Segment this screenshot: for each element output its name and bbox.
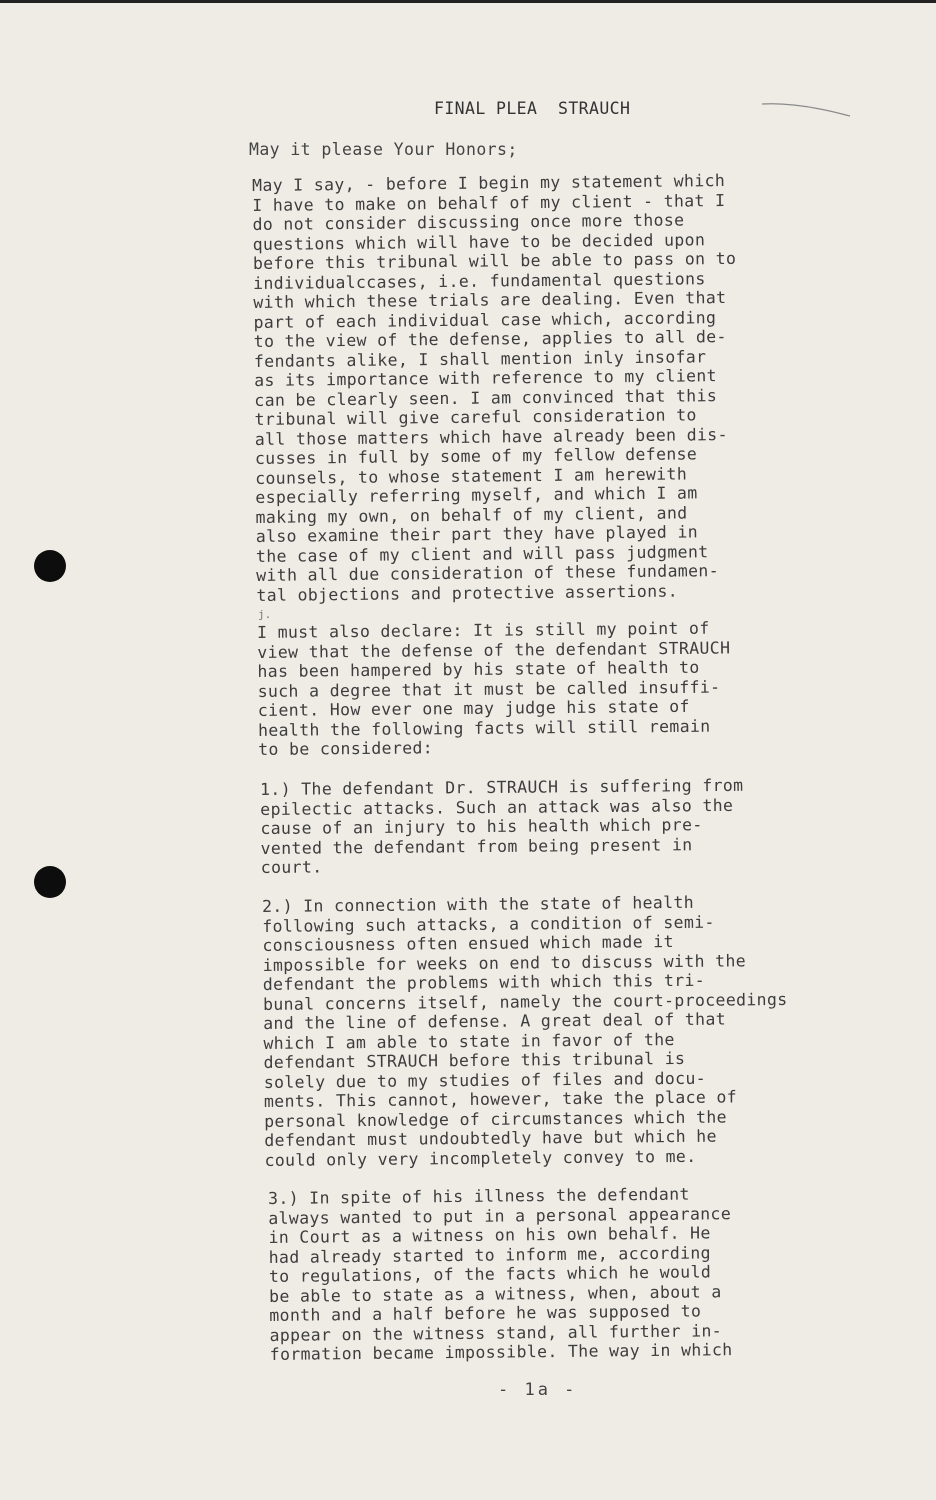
text-line: do not consider discussing once more those	[252, 210, 685, 234]
text-line: 1.) The defendant Dr. STRAUCH is suffering from	[260, 775, 744, 799]
text-line: can be clearly seen. I am convinced that this	[254, 385, 718, 410]
text-line: be able to state as a witness, when, about a	[269, 1281, 722, 1306]
text-line: has been hampered by his state of health to	[257, 657, 700, 681]
text-line: following such attacks, a condition of semi-	[262, 912, 715, 936]
text-line: tribunal will give careful consideration to	[254, 405, 697, 429]
text-line: part of each individual case which, according	[253, 307, 717, 332]
text-line: defendant STRAUCH before this tribunal is	[263, 1048, 686, 1072]
text-line: bunal concerns itself, namely the court-proceedings	[262, 989, 788, 1014]
text-line: and the line of defense. A great deal of that	[263, 1009, 727, 1033]
text-line: making my own, on behalf of my client, and	[255, 502, 688, 527]
text-line: also examine their part they have played in	[255, 522, 699, 546]
text-line: May I say, - before I begin my statement which	[252, 171, 726, 195]
text-line: cusses in full by some of my fellow defense	[254, 444, 698, 468]
text-line: in Court as a witness on his own behalf. He	[268, 1223, 711, 1247]
text-line: questions which will have to be decided upon	[252, 229, 706, 254]
text-line: especially referring myself, and which I am	[255, 483, 698, 507]
text-line: which I am able to state in favor of the	[263, 1029, 675, 1053]
text-line: all those matters which have already been dis-	[254, 424, 728, 449]
paragraph-point-2	[262, 892, 789, 1170]
text-line: health the following facts will still remain	[257, 716, 711, 740]
text-line: defendant must undoubtedly have but which he	[264, 1126, 717, 1150]
text-line: to the view of the defense, applies to all de-	[253, 327, 727, 351]
paragraph-point-3	[268, 1184, 733, 1364]
text-line: defendant the problems with which this tri-	[262, 970, 706, 994]
document-title: FINAL PLEA STRAUCH	[434, 99, 631, 118]
text-line: I have to make on behalf of my client - that I	[252, 190, 726, 215]
text-line: view that the defense of the defendant STRAUCH	[257, 637, 731, 662]
text-line: vented the defendant from being present in	[260, 834, 693, 858]
text-line: such a degree that it must be called insuffi-	[257, 677, 721, 701]
text-line: court.	[260, 857, 323, 877]
text-line: always wanted to put in a personal appearance	[268, 1203, 732, 1228]
text-line: before this tribunal will be able to pass on to	[252, 248, 737, 273]
text-line: to be considered:	[258, 738, 434, 759]
text-line: tal objections and protective assertions.	[256, 581, 679, 605]
pencil-dash-mark	[760, 100, 852, 120]
text-line: had already started to inform me, according	[268, 1242, 712, 1267]
paragraph-intro	[252, 171, 740, 605]
text-line: solely due to my studies of files and docu-	[263, 1068, 707, 1092]
text-line: formation became impossible. The way in which	[269, 1340, 733, 1364]
text-line: 2.) In connection with the state of health	[262, 892, 695, 916]
text-line: with which these trials are dealing. Even that	[253, 288, 727, 312]
text-line: ments. This cannot, however, take the place of	[263, 1087, 738, 1111]
text-line: 3.) In spite of his illness the defendant	[268, 1184, 690, 1208]
punch-hole-bottom	[34, 866, 66, 898]
text-line: cient. How ever one may judge his state of	[257, 696, 690, 720]
text-line: personal knowledge of circumstances which the	[264, 1107, 728, 1131]
text-line: individualccases, i.e. fundamental questions	[253, 268, 706, 293]
text-line: to regulations, of the facts which he would	[268, 1262, 712, 1286]
text-line: with all due consideration of these fundamen-	[256, 561, 720, 585]
punch-hole-top	[34, 550, 66, 582]
text-line: the case of my client and will pass judgment	[255, 541, 709, 566]
salutation: May it please Your Honors;	[249, 140, 518, 159]
text-line: I must also declare: It is still my point of	[257, 618, 710, 642]
text-line: counsels, to whose statement I am herewith	[255, 463, 688, 488]
text-line: cause of an injury to his health which pre-	[260, 815, 703, 838]
margin-note: j.	[258, 608, 272, 621]
text-line: could only very incompletely convey to me.	[264, 1146, 697, 1170]
page-number: - 1a -	[498, 1380, 578, 1400]
paragraph-health-declaration	[257, 618, 731, 759]
paragraph-point-1	[260, 776, 744, 878]
text-line: fendants alike, I shall mention inly insofar	[253, 346, 707, 371]
text-line: epilectic attacks. Such an attack was also the	[260, 795, 734, 819]
text-line: impossible for weeks on end to discuss with the	[262, 950, 747, 975]
text-line: month and a half before he was supposed to	[269, 1301, 702, 1325]
text-line: as its importance with reference to my client	[254, 366, 717, 390]
top-border	[0, 0, 936, 3]
text-line: consciousness often ensued which made it	[262, 932, 674, 955]
text-line: appear on the witness stand, all further in-	[269, 1320, 723, 1345]
